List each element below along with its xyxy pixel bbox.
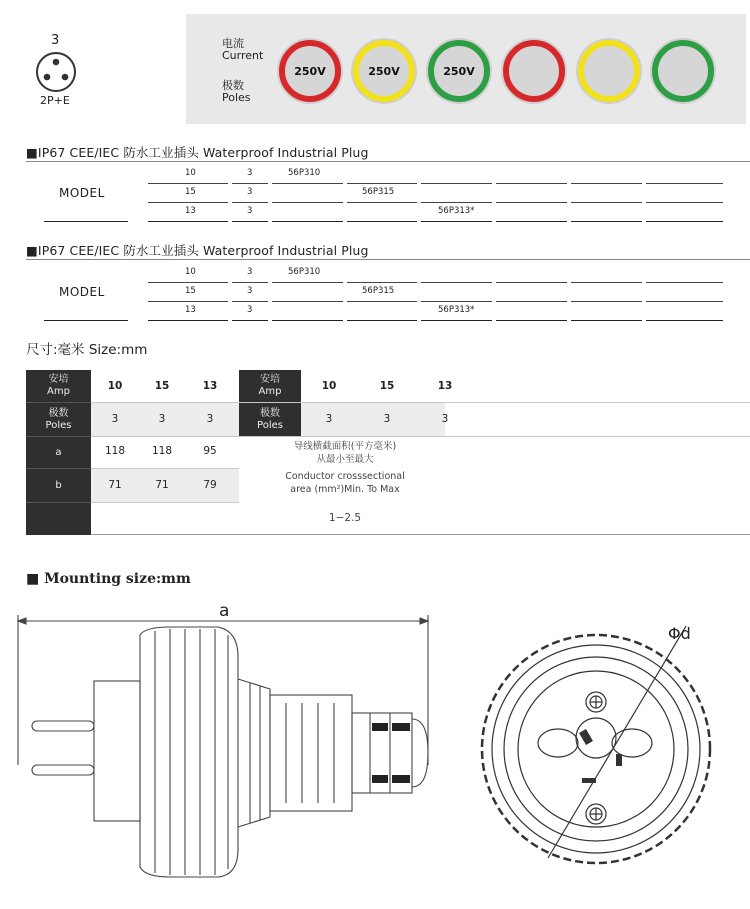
model-amp-cell: 13: [185, 206, 196, 216]
size-table-cell: 3: [158, 413, 166, 425]
model-poles-cell: 3: [247, 168, 253, 178]
model-poles-cell: 3: [247, 267, 253, 277]
model-amp-cell: 15: [185, 286, 196, 296]
size-table-cell: 71: [108, 479, 122, 491]
conductor-cn: 导线横截面积(平方毫米) 从最小至最大: [293, 441, 397, 465]
model-number-cell: 56P310: [288, 168, 321, 178]
pin-number: 3: [51, 33, 60, 48]
current-label: 电流 Current: [222, 37, 264, 62]
mounting-title: ■ Mounting size:mm: [26, 571, 191, 587]
size-table-cell: 10: [107, 380, 123, 392]
model-label-1: MODEL: [59, 186, 105, 200]
size-table-cell: 79: [203, 479, 217, 491]
size-table-cell: 118: [151, 445, 173, 457]
dimension-a-label: a: [219, 601, 230, 621]
conductor-range: 1−2.5: [328, 512, 362, 524]
model-number-cell: 56P313*: [438, 206, 475, 216]
model-poles-cell: 3: [247, 305, 253, 315]
size-table-cell: 71: [155, 479, 169, 491]
section-title-plug-2: ■IP67 CEE/IEC 防水工业插头 Waterproof Industrial Plug: [26, 243, 369, 258]
model-number-cell: 56P315: [362, 286, 395, 296]
amp-header: 安培 Amp: [26, 370, 91, 402]
model-label-2: MODEL: [59, 285, 105, 299]
poles-header-right: 极数 Poles: [239, 402, 301, 437]
size-table-cell: 13: [437, 380, 453, 392]
size-table-cell: 118: [104, 445, 126, 457]
model-number-cell: 56P310: [288, 267, 321, 277]
amp-header-right: 安培 Amp: [239, 370, 301, 402]
size-table-cell: 3: [441, 413, 449, 425]
model-amp-cell: 15: [185, 187, 196, 197]
size-table-cell: 3: [325, 413, 333, 425]
blank-header: [26, 502, 91, 535]
size-table-cell: 3: [111, 413, 119, 425]
dimension-d-label: Φd: [668, 624, 691, 643]
model-amp-cell: 13: [185, 305, 196, 315]
poles-label: 极数 Poles: [222, 79, 251, 104]
voltage-ring: [353, 40, 415, 102]
plug-side-view-drawing: [10, 595, 450, 895]
size-table-cell: 15: [379, 380, 395, 392]
conductor-en: Conductor crosssectional area (mm²)Min. To Max: [285, 471, 405, 495]
b-header: b: [26, 468, 91, 503]
voltage-ring: [652, 40, 714, 102]
model-poles-cell: 3: [247, 286, 253, 296]
size-table-cell: 3: [383, 413, 391, 425]
a-header: a: [26, 436, 91, 469]
voltage-ring: [503, 40, 565, 102]
voltage-ring: [578, 40, 640, 102]
size-table-cell: 3: [206, 413, 214, 425]
size-table-cell: 15: [154, 380, 170, 392]
model-poles-cell: 3: [247, 187, 253, 197]
size-title: 尺寸:毫米 Size:mm: [26, 342, 148, 358]
size-table-cell: 95: [203, 445, 217, 457]
plug-front-view-drawing: [478, 618, 720, 880]
voltage-ring: [279, 40, 341, 102]
ring-label: 250V: [294, 64, 326, 78]
pin-layout-icon: [33, 49, 79, 95]
size-table-cell: 13: [202, 380, 218, 392]
pin-caption: 2P+E: [40, 94, 70, 107]
model-amp-cell: 10: [185, 168, 196, 178]
ring-label: 250V: [443, 64, 475, 78]
section-title-plug-1: ■IP67 CEE/IEC 防水工业插头 Waterproof Industrial Plug: [26, 145, 369, 160]
model-amp-cell: 10: [185, 267, 196, 277]
model-number-cell: 56P315: [362, 187, 395, 197]
size-table-cell: 10: [321, 380, 337, 392]
model-poles-cell: 3: [247, 206, 253, 216]
voltage-ring: [428, 40, 490, 102]
ring-label: 250V: [368, 64, 400, 78]
poles-header: 极数 Poles: [26, 402, 91, 437]
model-number-cell: 56P313*: [438, 305, 475, 315]
